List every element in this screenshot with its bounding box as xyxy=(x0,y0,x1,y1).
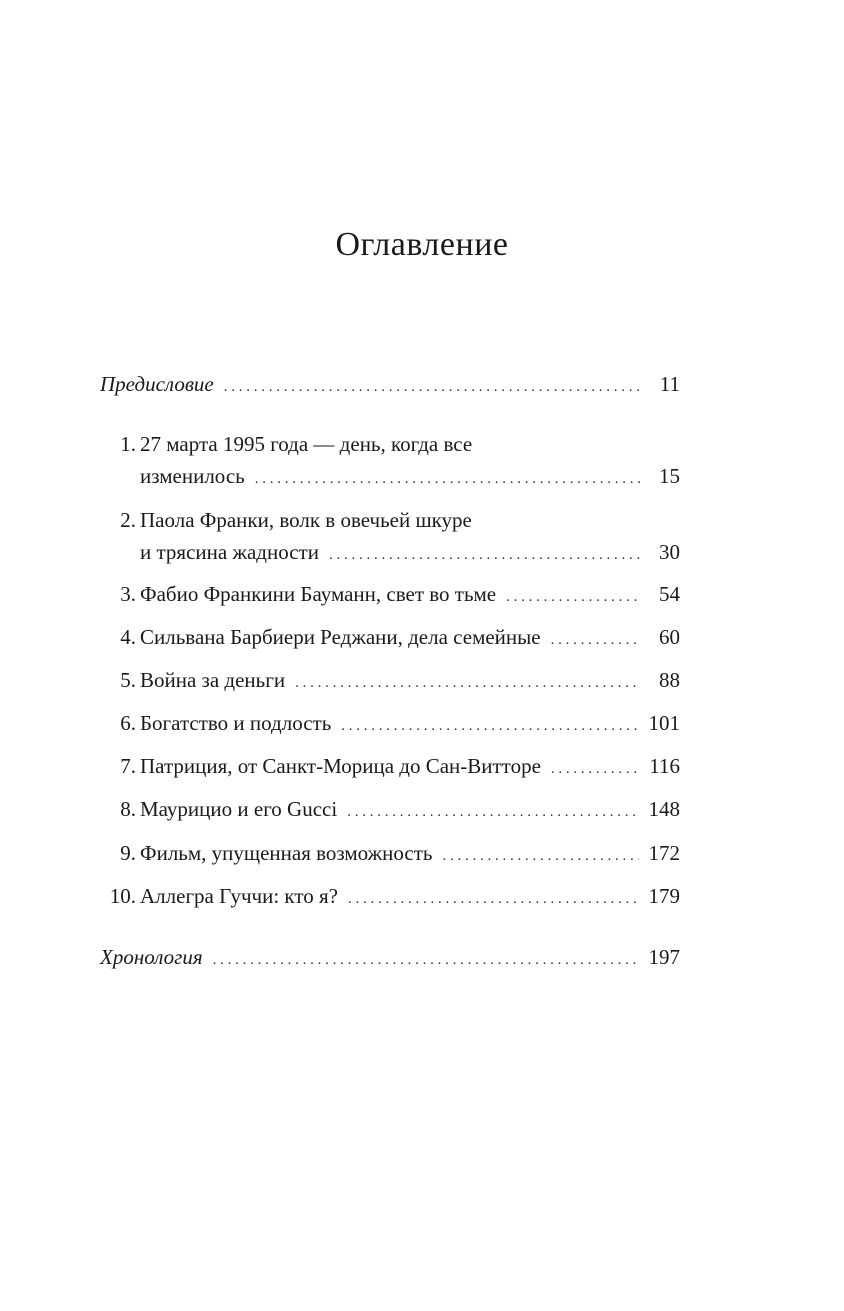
toc-label: и трясина жадности xyxy=(140,540,319,564)
toc-page-number: 54 xyxy=(659,582,680,606)
toc-entry-chapter-1[interactable] xyxy=(100,428,680,495)
dot-leader xyxy=(255,463,640,495)
toc-entry-chapter-8[interactable] xyxy=(100,793,680,828)
toc-label: Война за деньги xyxy=(140,668,286,692)
toc-entry-chapter-3[interactable] xyxy=(100,578,680,613)
toc-page-number: 30 xyxy=(659,540,680,564)
toc-page-number: 11 xyxy=(659,372,680,396)
chapter-number: 2. xyxy=(120,508,136,532)
toc-label: изменилось xyxy=(140,464,245,488)
toc-page-number: 88 xyxy=(659,668,680,692)
toc-page-number: 172 xyxy=(648,841,680,865)
chapter-number: 4. xyxy=(120,625,136,649)
chapter-number: 6. xyxy=(120,711,136,735)
dot-leader xyxy=(443,840,639,872)
toc-page-number: 60 xyxy=(659,625,680,649)
toc-label: 27 марта 1995 года — день, когда все xyxy=(140,432,473,456)
chapter-number: 9. xyxy=(120,841,136,865)
dot-leader xyxy=(224,371,640,403)
dot-leader xyxy=(295,667,640,699)
toc-entry-chapter-7[interactable] xyxy=(100,750,680,785)
toc-page-number: 15 xyxy=(659,464,680,488)
toc-entry-chapter-6[interactable] xyxy=(100,707,680,742)
toc-page-number: 101 xyxy=(648,711,680,735)
toc-label: Сильвана Барбиери Реджани, дела семейные xyxy=(140,625,541,649)
dot-leader xyxy=(551,753,639,785)
dot-leader xyxy=(347,796,638,828)
toc-entry-chapter-9[interactable] xyxy=(100,837,680,872)
dot-leader xyxy=(213,944,639,976)
toc-page-number: 116 xyxy=(649,754,680,778)
toc-entry-chapter-5[interactable] xyxy=(100,664,680,699)
toc-page-number: 148 xyxy=(648,797,680,821)
toc-label: Паола Франки, волк в овечьей шкуре xyxy=(140,508,472,532)
dot-leader xyxy=(341,710,638,742)
toc-entry-preface[interactable] xyxy=(100,368,680,403)
chapter-number: 7. xyxy=(120,754,136,778)
toc-entry-chronology[interactable] xyxy=(100,941,680,976)
page-title: Оглавление xyxy=(335,226,509,263)
chapter-number: 1. xyxy=(120,432,136,456)
toc-label: Патриция, от Санкт-Морица до Сан-Витторе xyxy=(140,754,541,778)
toc-page-number: 197 xyxy=(648,945,680,969)
dot-leader xyxy=(348,883,639,915)
chapter-number: 3. xyxy=(120,582,136,606)
toc-label: Маурицио и его Gucci xyxy=(140,797,338,821)
chapter-number: 8. xyxy=(120,797,136,821)
chapter-number: 10. xyxy=(109,884,136,908)
toc-label: Предисловие xyxy=(100,372,214,396)
toc-label: Фильм, упущенная возможность xyxy=(140,841,433,865)
dot-leader xyxy=(551,624,640,656)
toc-entry-chapter-2[interactable] xyxy=(100,504,680,571)
toc-entry-chapter-4[interactable] xyxy=(100,621,680,656)
toc-label: Богатство и подлость xyxy=(140,711,332,735)
chapter-number: 5. xyxy=(120,668,136,692)
toc-label: Хронология xyxy=(100,945,203,969)
toc-page-number: 179 xyxy=(648,884,680,908)
dot-leader xyxy=(506,581,640,613)
toc-label: Аллегра Гуччи: кто я? xyxy=(140,884,338,908)
toc-entry-chapter-10[interactable] xyxy=(100,880,680,915)
dot-leader xyxy=(329,539,640,571)
toc-label: Фабио Франкини Бауманн, свет во тьме xyxy=(140,582,497,606)
